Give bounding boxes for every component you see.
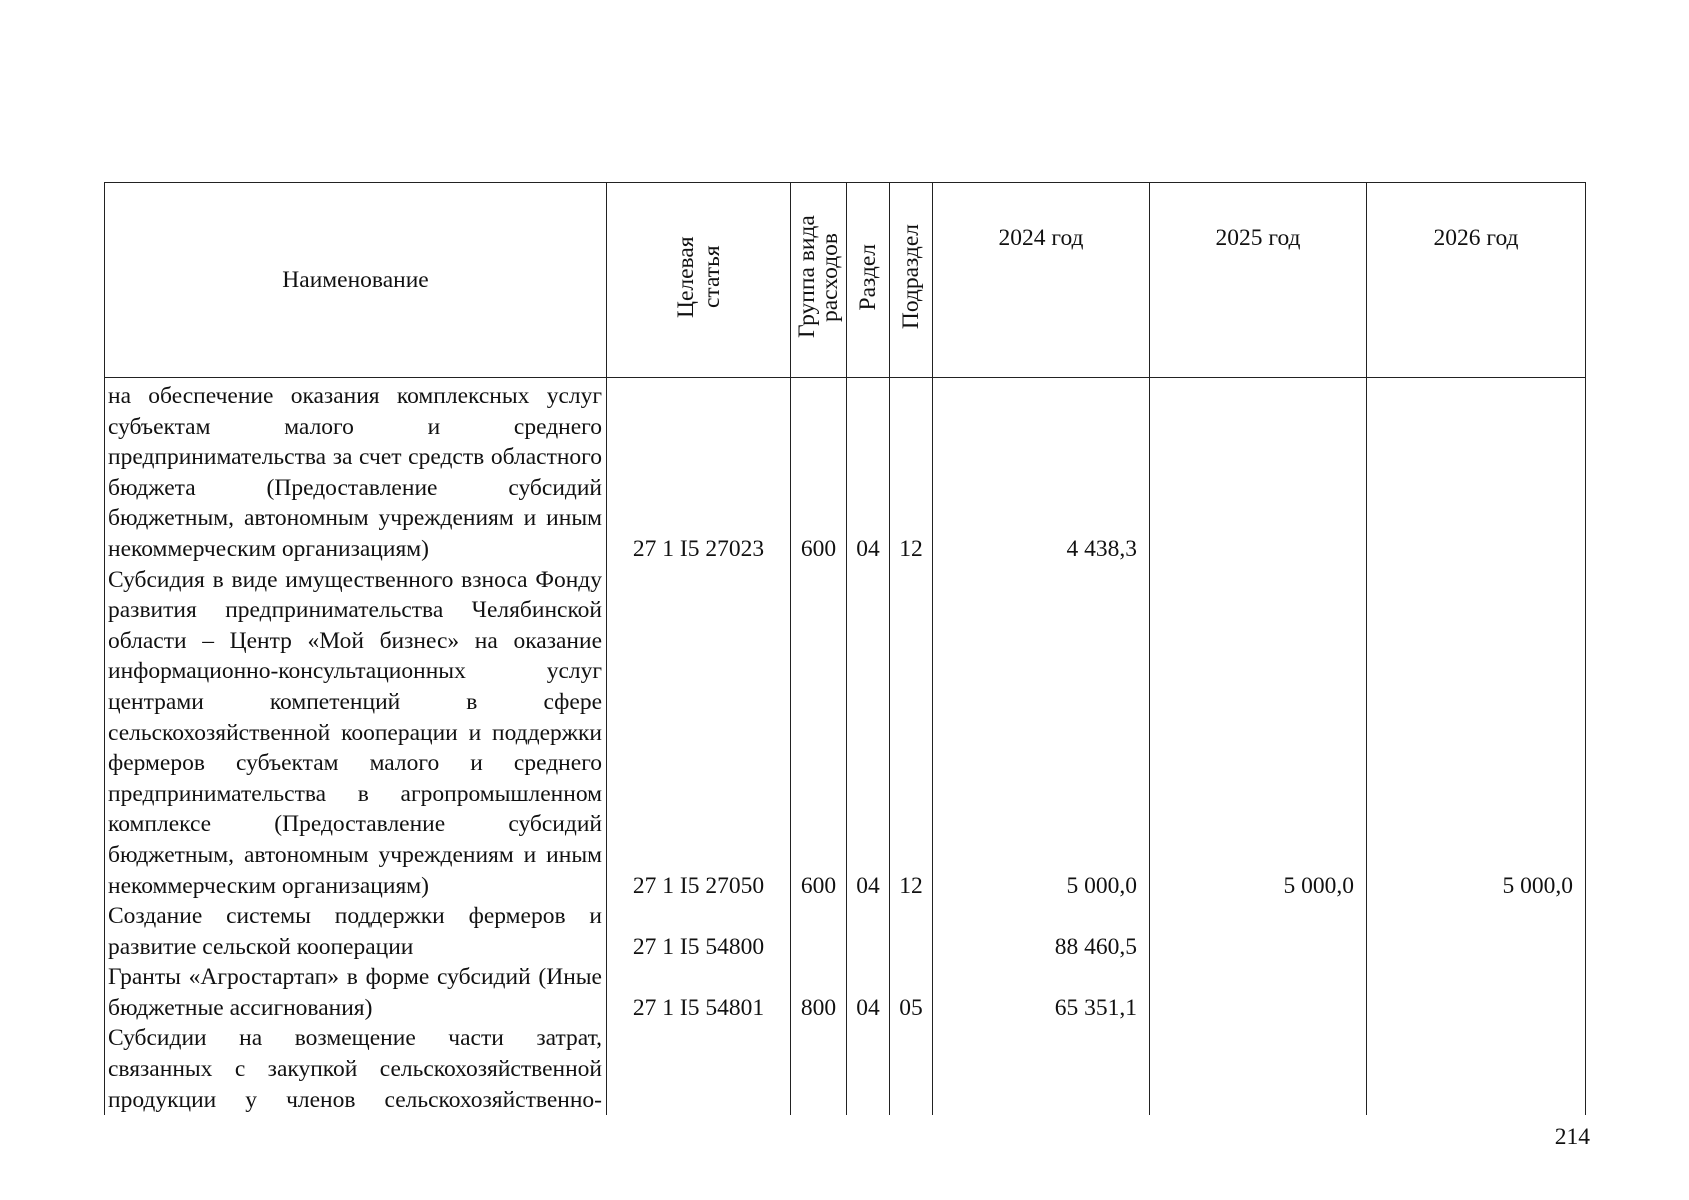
row-target-article: 27 1 I5 27050 <box>607 565 791 902</box>
row-amount-2025 <box>1150 901 1367 962</box>
page-number: 214 <box>1554 1124 1590 1150</box>
budget-table <box>104 182 1586 1115</box>
row-section: 04 <box>847 962 890 1023</box>
header-year-2026: 2026 год <box>1367 183 1586 378</box>
row-section: 04 <box>847 378 890 565</box>
row-name: на обеспечение оказания комплексных услуг субъектам малого и среднего предпринимательства за счет средств областного бюджета (Предоставление субсидий бюджетным, автономным учреждениям и иным некоммерческим организациям) <box>105 378 607 565</box>
row-amount-2024: 88 460,5 <box>933 901 1150 962</box>
row-target-article: 27 1 I5 54800 <box>607 901 791 962</box>
row-target-article <box>607 1023 791 1115</box>
header-target-article: Целевая статья <box>607 183 791 378</box>
row-target-article: 27 1 I5 27023 <box>607 378 791 565</box>
row-subsection: 12 <box>890 565 933 902</box>
row-amount-2025 <box>1150 1023 1367 1115</box>
row-expense-group <box>791 1023 847 1115</box>
row-subsection <box>890 1023 933 1115</box>
row-amount-2026 <box>1367 962 1586 1023</box>
row-expense-group <box>791 901 847 962</box>
table-row <box>105 962 1586 1023</box>
header-section: Раздел <box>847 183 890 378</box>
table-row <box>105 901 1586 962</box>
row-subsection: 05 <box>890 962 933 1023</box>
row-target-article: 27 1 I5 54801 <box>607 962 791 1023</box>
row-amount-2026: 5 000,0 <box>1367 565 1586 902</box>
row-name: Субсидии на возмещение части затрат, связанных с закупкой сельскохозяйственной продукции у членов сельскохозяйственно- <box>105 1023 607 1115</box>
row-amount-2026 <box>1367 378 1586 565</box>
row-expense-group: 600 <box>791 378 847 565</box>
row-name: Субсидия в виде имущественного взноса Фонду развития предпринимательства Челябинской области – Центр «Мой бизнес» на оказание информационно-консультационных услуг центрами компетенций в сфере сельскохозяйственной кооперации и поддержки фермеров субъектам малого и среднего предпринимательства в агропромышленном комплексе (Предоставление субсидий бюджетным, автономным учреждениям и иным некоммерческим организациям) <box>105 565 607 902</box>
row-amount-2026 <box>1367 901 1586 962</box>
row-amount-2024: 5 000,0 <box>933 565 1150 902</box>
header-expense-group: Группа вида расходов <box>791 183 847 378</box>
row-amount-2025: 5 000,0 <box>1150 565 1367 902</box>
row-section <box>847 901 890 962</box>
row-expense-group: 600 <box>791 565 847 902</box>
row-amount-2024: 4 438,3 <box>933 378 1150 565</box>
row-amount-2026 <box>1367 1023 1586 1115</box>
header-year-2024: 2024 год <box>933 183 1150 378</box>
row-amount-2025 <box>1150 962 1367 1023</box>
header-year-2025: 2025 год <box>1150 183 1367 378</box>
header-subsection: Подраздел <box>890 183 933 378</box>
row-subsection <box>890 901 933 962</box>
row-amount-2024: 65 351,1 <box>933 962 1150 1023</box>
table-row <box>105 565 1586 902</box>
row-section: 04 <box>847 565 890 902</box>
table-row <box>105 378 1586 565</box>
row-expense-group: 800 <box>791 962 847 1023</box>
row-name: Создание системы поддержки фермеров и развитие сельской кооперации <box>105 901 607 962</box>
row-amount-2024 <box>933 1023 1150 1115</box>
row-subsection: 12 <box>890 378 933 565</box>
table-row <box>105 1023 1586 1115</box>
row-amount-2025 <box>1150 378 1367 565</box>
row-name: Гранты «Агростартап» в форме субсидий (Иные бюджетные ассигнования) <box>105 962 607 1023</box>
table-header-row <box>105 183 1586 378</box>
row-section <box>847 1023 890 1115</box>
header-name: Наименование <box>105 183 607 378</box>
